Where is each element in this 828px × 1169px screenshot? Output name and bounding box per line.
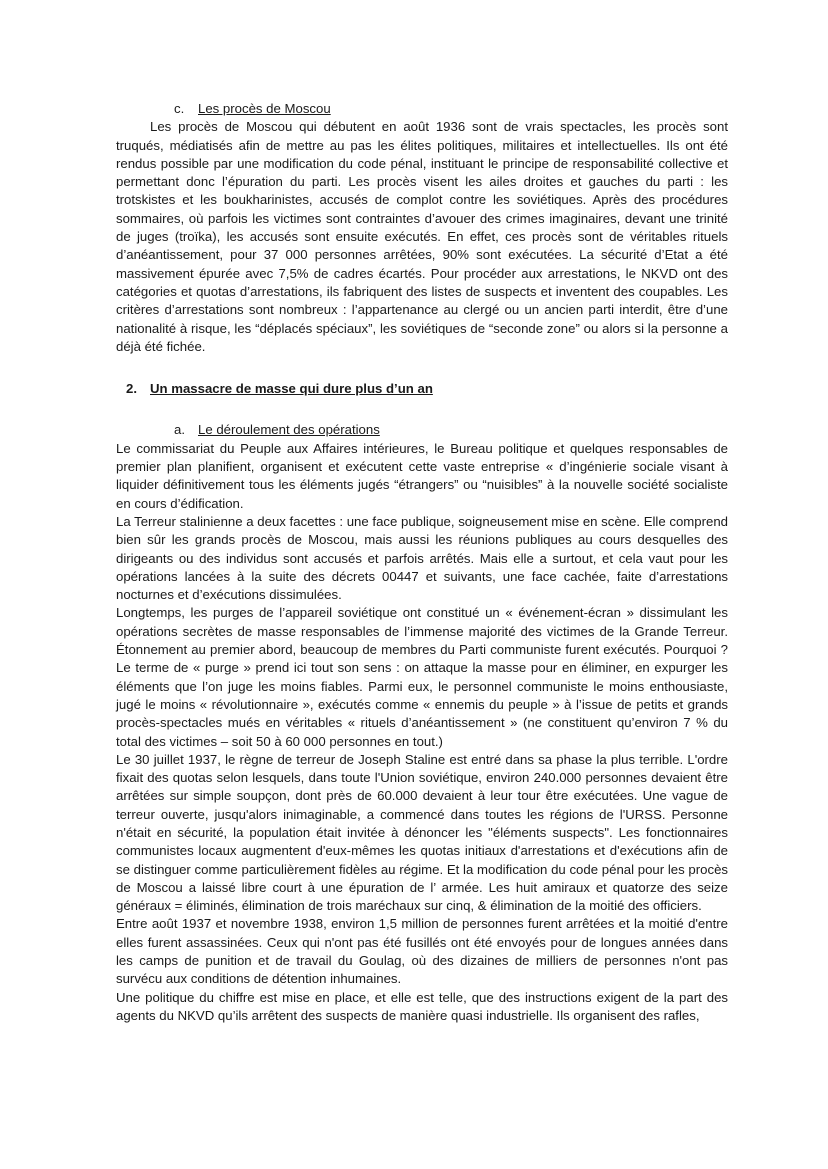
section-2-number: 2. xyxy=(126,381,137,397)
paragraph-commissariat: Le commissariat du Peuple aux Affaires intérieures, le Bureau politique et quelques responsables de premier plan planifient, organisent et exécutent cette vaste entreprise « d’ingénierie sociale visant à liquider définitivement tous les éléments jugés “étrangers” ou “nuisibles” à la nouvelle société socialiste en cours d’édification. xyxy=(116,440,728,511)
section-a-letter: a. xyxy=(174,422,185,438)
section-c-title: Les procès de Moscou xyxy=(198,101,331,116)
section-2-title: Un massacre de masse qui dure plus d’un an xyxy=(150,381,433,397)
section-2-heading xyxy=(126,380,728,398)
paragraph-politique-chiffre: Une politique du chiffre est mise en place, et elle est telle, que des instructions exigent de la part des agents du NKVD qu’ils arrêtent des suspects de manière quasi industrielle. Ils organisent des rafles, xyxy=(116,989,728,1023)
section-c-letter: c. xyxy=(174,101,185,116)
section-c-paragraph: Les procès de Moscou qui débutent en août 1936 sont de vrais spectacles, les procès sont truqués, médiatisés afin de mettre au pas les élites politiques, militaires et intellectuelles. Ils ont été rendus possible par une modification du code pénal, instituant le principe de responsabilité collective et permettant donc l’épuration du parti. Les procès visent les ailes droites et gauches du parti : les trotskistes et les boukharinistes, accusés de complot contre les soviétiques. Après des procédures sommaires, où parfois les victimes sont contraintes d’avouer des crimes imaginaires, devant une trinité de juges (troïka), les accusés sont ensuite exécutés. En effet, ces procès sont de véritables rituels d’anéantissement, pour 37 000 personnes arrêtées, 90% sont exécutées. La sécurité d’Etat a été massivement épurée avec 7,5% de cadres écartés. Pour procéder aux arrestations, le NKVD ont des catégories et quotas d’arrestations, ils fabriquent des listes de suspects et inventent des coupables. Les critères d’arrestations sont nombreux : l’appartenance au clergé ou un ancien parti interdit, être d’une nationalité à risque, les “déplacés spéciaux”, les soviétiques de “seconde zone” ou alors si la personne a déjà été fichée. xyxy=(116,119,728,354)
paragraph-terreur-facettes: La Terreur stalinienne a deux facettes : une face publique, soigneusement mise en scène. Elle comprend bien sûr les grands procès de Moscou, mais aussi les réunions publiques au cours desquelles des dirigeants ou des individus sont accusés et parfois arrêtés. Mais elle a surtout, et cela vaut pour les opérations lancées à la suite des décrets 00447 et suivants, une face cachée, faite d’arrestations nocturnes et d’exécutions dissimulées. xyxy=(116,513,728,603)
section-c-heading xyxy=(174,100,728,118)
section-a-title: Le déroulement des opérations xyxy=(198,422,380,438)
paragraph-purges: Longtemps, les purges de l’appareil soviétique ont constitué un « événement-écran » dissimulant les opérations secrètes de masse responsables de l’immense majorité des victimes de la Grande Terreur. Étonnement au premier abord, beaucoup de membres du Parti communiste furent exécutés. Pourquoi ? Le terme de « purge » prend ici tout son sens : on attaque la masse pour en éliminer, en expurger les éléments que l’on juge les moins fiables. Parmi eux, le personnel communiste le moins enthousiaste, jugé le moins « révolutionnaire », exécutés comme « ennemis du peuple » à l’issue de petits et grands procès-spectacles mués en véritables « rituels d’anéantissement » (ne constituent qu’environ 7 % du total des victimes – soit 50 à 60 000 personnes en tout.) xyxy=(116,605,728,749)
paragraph-30-juillet: Le 30 juillet 1937, le règne de terreur de Joseph Staline est entré dans sa phase la plus terrible. L'ordre fixait des quotas selon lesquels, dans toute l'Union soviétique, environ 240.000 personnes devaient être arrêtées sur simple soupçon, dont près de 60.000 devaient à leur tour être exécutées. Une vague de terreur ouverte, jusqu'alors inimaginable, a commencé dans toutes les régions de l'URSS. Personne n'était en sécurité, la population était invitée à dénoncer les "éléments suspects". Les fonctionnaires communistes locaux augmentent d'eux-mêmes les quotas initiaux d'arrestations et d'exécutions afin de se distinguer comme particulièrement fidèles au régime. Et la modification du code pénal pour les procès de Moscou a laissé libre court à une épuration de l’ armée. Les huit amiraux et quatorze des seize généraux = éliminés, élimination de trois maréchaux sur cinq, & élimination de la moitié des officiers. xyxy=(116,751,728,914)
section-a-heading xyxy=(174,421,728,439)
paragraph-aout-1937: Entre août 1937 et novembre 1938, environ 1,5 million de personnes furent arrêtées et la moitié d'entre elles furent assassinées. Ceux qui n'ont pas été fusillés ont été envoyés pour de longues années dans les camps de punition et de travail du Goulag, où des dizaines de milliers de personnes n'ont pas survécu aux conditions de détention inhumaines. xyxy=(116,916,728,987)
document-page xyxy=(116,100,728,1025)
